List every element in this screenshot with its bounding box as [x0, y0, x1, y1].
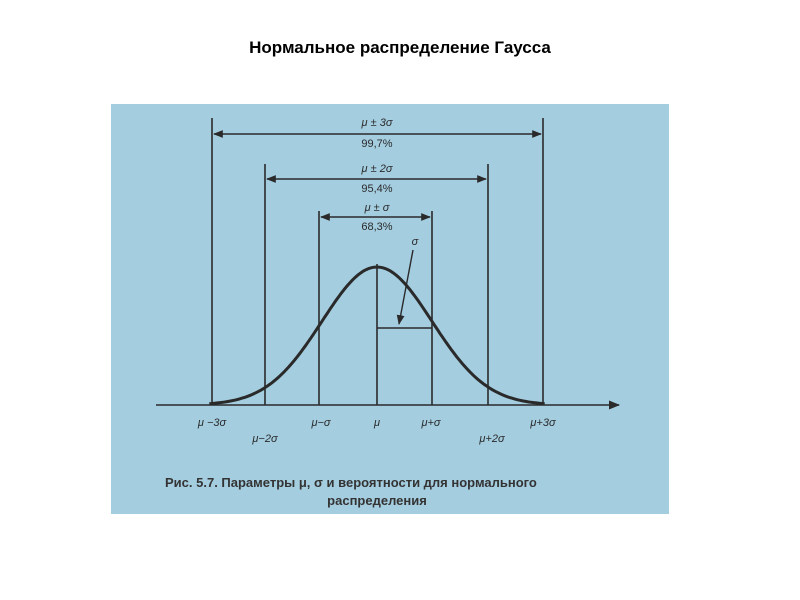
tick-mu-minus-2sigma: μ−2σ: [252, 433, 278, 445]
boundary-lines: [212, 118, 543, 405]
figure-caption-line1: Рис. 5.7. Параметры μ, σ и вероятности для нормального: [165, 475, 537, 490]
sigma-label: σ: [411, 236, 419, 248]
gaussian-diagram: [111, 104, 669, 514]
tick-mu-plus-2sigma: μ+2σ: [479, 433, 505, 445]
one-sigma-percent-label: 68,3%: [361, 221, 393, 233]
tick-mu-plus-3sigma: μ+3σ: [530, 417, 556, 429]
tick-mu-minus-3sigma: μ −3σ: [197, 417, 227, 429]
three-sigma-range-label: μ ± 3σ: [361, 117, 393, 129]
tick-mu: μ: [373, 417, 381, 429]
three-sigma-percent-label: 99,7%: [361, 138, 393, 150]
page-title: Нормальное распределение Гаусса: [249, 38, 551, 57]
two-sigma-percent-label: 95,4%: [361, 183, 393, 195]
tick-mu-minus-sigma: μ−σ: [311, 417, 331, 429]
gaussian-figure: [111, 104, 669, 514]
two-sigma-range-label: μ ± 2σ: [361, 163, 393, 175]
one-sigma-range-label: μ ± σ: [364, 202, 390, 214]
figure-caption-line2: распределения: [327, 493, 427, 508]
tick-mu-plus-sigma: μ+σ: [421, 417, 441, 429]
